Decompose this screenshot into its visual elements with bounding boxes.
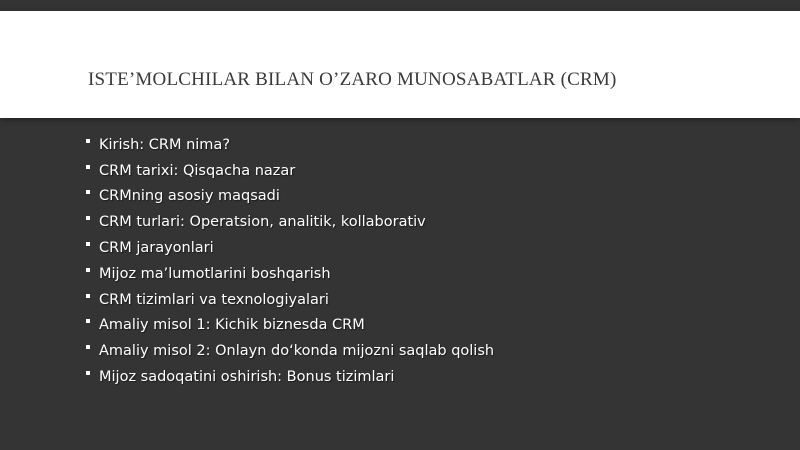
bullet-text: Kirish: CRM nima? (99, 136, 231, 153)
slide-title: ISTE’MOLCHILAR BILAN O’ZARO MUNOSABATLAR (CRM) (88, 69, 617, 90)
bullet-icon (86, 190, 90, 194)
bullet-list (86, 132, 494, 390)
bullet-item (86, 364, 494, 390)
bullet-item (86, 261, 494, 287)
bullet-text: Mijoz ma’lumotlarini boshqarish (99, 265, 331, 282)
bullet-icon (86, 139, 90, 143)
bullet-text: CRM jarayonlari (99, 240, 214, 257)
bullet-icon (86, 345, 90, 349)
bullet-text: CRM turlari: Operatsion, analitik, kollaborativ (99, 214, 426, 231)
bullet-text: Mijoz sadoqatini oshirish: Bonus tizimlari (99, 369, 395, 386)
bullet-icon (86, 294, 90, 298)
bullet-text: Amaliy misol 1: Kichik biznesda CRM (99, 317, 365, 334)
bullet-item (86, 313, 494, 339)
bullet-item (86, 132, 494, 158)
title-band (0, 11, 800, 118)
bullet-icon (86, 371, 90, 375)
bullet-item (86, 287, 494, 313)
bullet-item (86, 184, 494, 210)
bullet-text: Amaliy misol 2: Onlayn do‘konda mijozni saqlab qolish (99, 343, 495, 360)
bullet-item (86, 158, 494, 184)
bullet-icon (86, 242, 90, 246)
bullet-item (86, 338, 494, 364)
bullet-icon (86, 165, 90, 169)
bullet-text: CRM tizimlari va texnologiyalari (99, 291, 329, 308)
bullet-icon (86, 216, 90, 220)
bullet-icon (86, 319, 90, 323)
bullet-item (86, 235, 494, 261)
bullet-text: CRMning asosiy maqsadi (99, 188, 280, 205)
bullet-item (86, 209, 494, 235)
bullet-text: CRM tarixi: Qisqacha nazar (99, 162, 296, 179)
bullet-icon (86, 268, 90, 272)
